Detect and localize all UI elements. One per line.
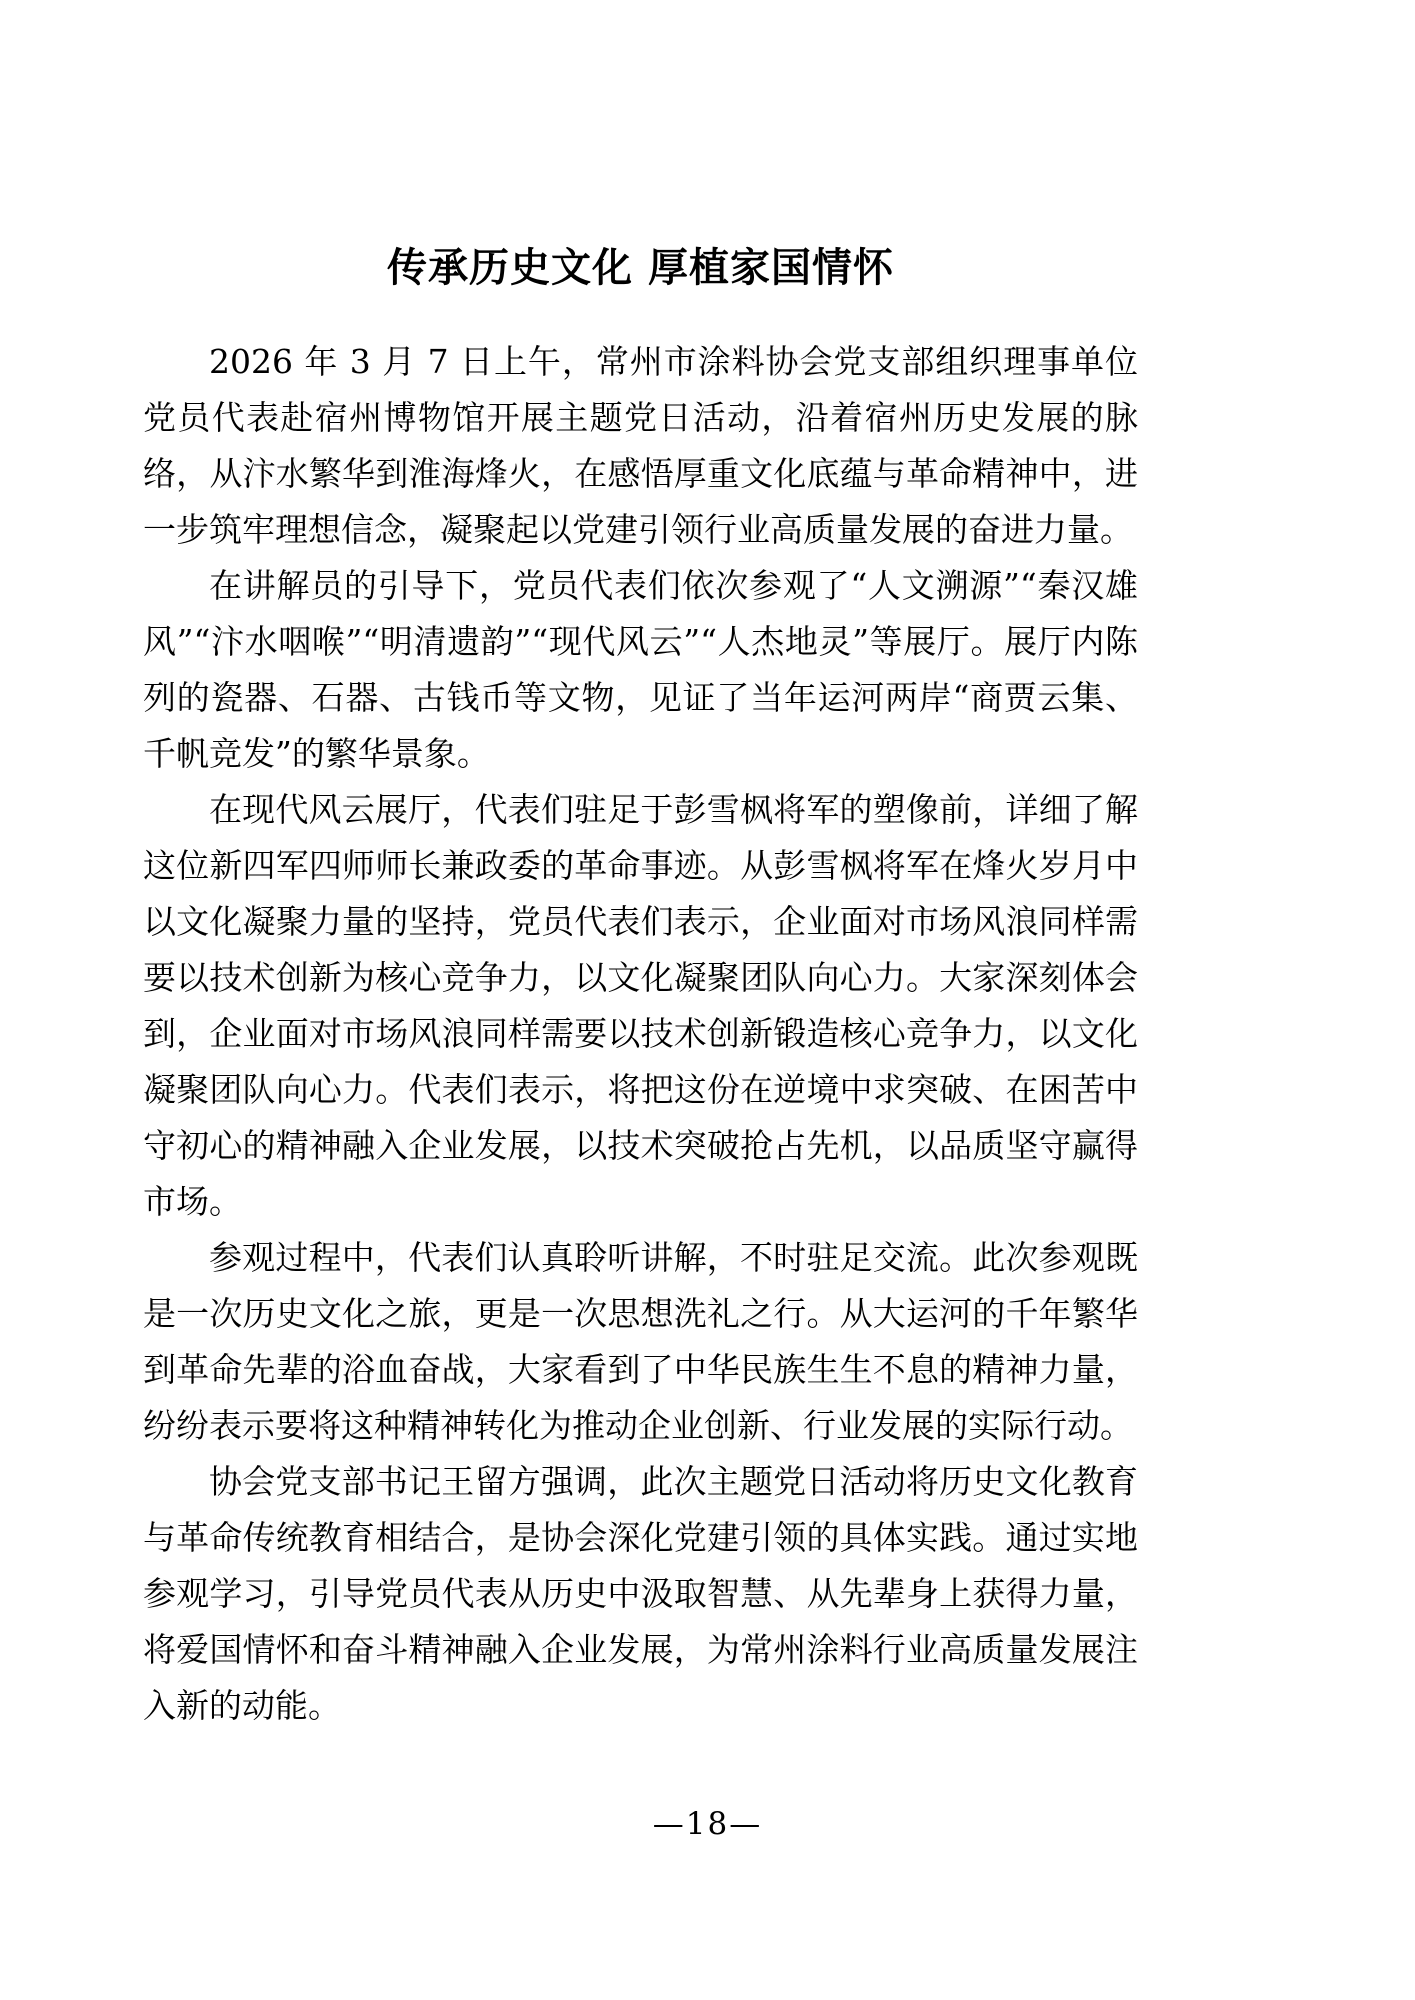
- paragraph: 在现代风云展厅，代表们驻足于彭雪枫将军的塑像前，详细了解这位新四军四师师长兼政委的革命事迹。从彭雪枫将军在烽火岁月中以文化凝聚力量的坚持，党员代表们表示，企业面对市场风浪同样需要以技术创新为核心竞争力，以文化凝聚团队向心力。大家深刻体会到，企业面对市场风浪同样需要以技术创新锻造核心竞争力，以文化凝聚团队向心力。代表们表示，将把这份在逆境中求突破、在困苦中守初心的精神融入企业发展，以技术突破抢占先机，以品质坚守赢得市场。: [143, 790, 1138, 1221]
- paragraph: 参观过程中，代表们认真聆听讲解，不时驻足交流。此次参观既是一次历史文化之旅，更是一次思想洗礼之行。从大运河的千年繁华到革命先辈的浴血奋战，大家看到了中华民族生生不息的精神力量，纷纷表示要将这种精神转化为推动企业创新、行业发展的实际行动。: [143, 1238, 1138, 1445]
- paragraph: 在讲解员的引导下，党员代表们依次参观了“人文溯源”“秦汉雄风”“汴水咽喉”“明清遗韵”“现代风云”“人杰地灵”等展厅。展厅内陈列的瓷器、石器、古钱币等文物，见证了当年运河两岸“商贾云集、千帆竞发”的繁华景象。: [143, 566, 1138, 773]
- paragraph: 2026 年 3 月 7 日上午，常州市涂料协会党支部组织理事单位党员代表赴宿州博物馆开展主题党日活动，沿着宿州历史发展的脉络，从汴水繁华到淮海烽火，在感悟厚重文化底蕴与革命精神中，进一步筑牢理想信念，凝聚起以党建引领行业高质量发展的奋进力量。: [143, 342, 1138, 549]
- document-body: [143, 334, 1138, 1734]
- page-number: —18—: [652, 1806, 763, 1842]
- paragraph: 协会党支部书记王留方强调，此次主题党日活动将历史文化教育与革命传统教育相结合，是协会深化党建引领的具体实践。通过实地参观学习，引导党员代表从历史中汲取智慧、从先辈身上获得力量，将爱国情怀和奋斗精神融入企业发展，为常州涂料行业高质量发展注入新的动能。: [143, 1462, 1138, 1725]
- page-title: 传承历史文化 厚植家国情怀: [387, 245, 894, 291]
